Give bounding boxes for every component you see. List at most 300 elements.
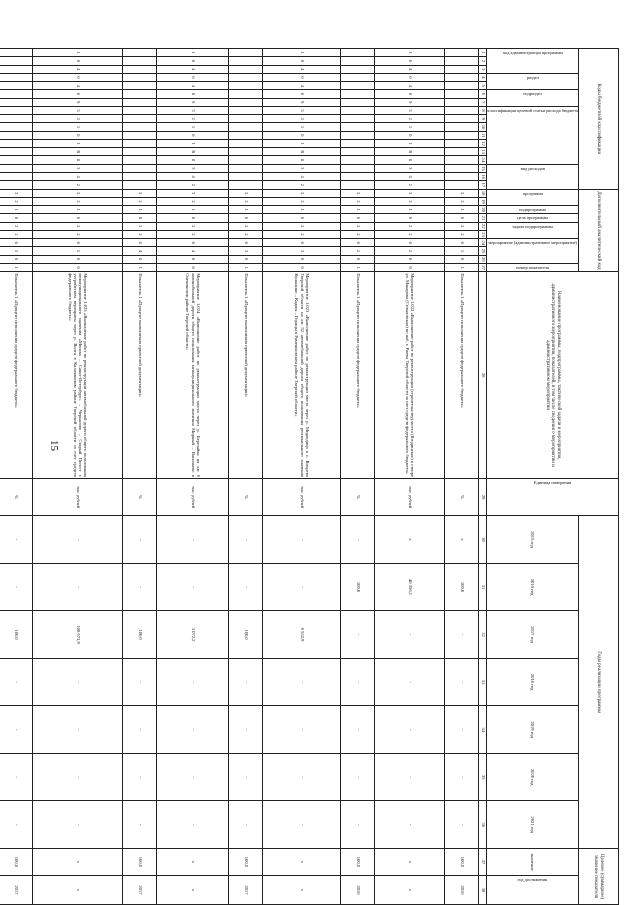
column-number: 11 [480, 133, 486, 138]
value-2016-cell: 48 356,1 [375, 563, 445, 611]
code-cell: 0 [157, 131, 229, 139]
table-row [341, 49, 375, 905]
code-cell [341, 164, 375, 172]
unit-cell: % [341, 479, 375, 516]
code-cell [445, 98, 479, 106]
column-number: 31 [479, 563, 487, 611]
code-cell [0, 164, 33, 172]
final-year-cell: 2017 [229, 875, 263, 904]
value-2017-cell: - [445, 611, 479, 659]
code-cell [123, 82, 157, 90]
value-2021-cell: - [445, 801, 479, 849]
subhdr-target-article: классификация целевой статьи расхода бюджета [487, 106, 579, 164]
column-number: 9 [479, 115, 487, 123]
subhdr-section: раздел [487, 73, 579, 90]
code-cell: 0 [157, 73, 229, 81]
code-cell: 3 [123, 189, 157, 197]
code-cell: 1 [33, 49, 123, 57]
column-number: 16 [480, 174, 486, 179]
code-cell: 4 [157, 65, 229, 73]
code-cell: 0 [157, 57, 229, 65]
final-year-cell: х [33, 875, 123, 904]
program-table-rotated [13, 48, 619, 905]
value-2017-cell: 3 072,2 [157, 611, 229, 659]
column-number: 6 [479, 90, 487, 98]
code-cell: R [33, 148, 123, 156]
code-cell: 9 [375, 98, 445, 106]
code-cell: 3 [375, 106, 445, 114]
code-cell [445, 156, 479, 164]
code-cell: 0 [0, 214, 33, 222]
value-2017-cell: 100,0 [229, 611, 263, 659]
code-cell [123, 90, 157, 98]
code-cell [341, 57, 375, 65]
final-value-cell: 100,0 [229, 848, 263, 875]
code-cell: 1 [157, 123, 229, 131]
code-cell [0, 139, 33, 147]
code-cell [341, 115, 375, 123]
column-number: 27 [480, 265, 486, 270]
code-cell [0, 123, 33, 131]
code-cell: 4 [375, 65, 445, 73]
value-2020-cell: - [123, 753, 157, 801]
code-cell: 0 [263, 214, 341, 222]
code-cell [341, 123, 375, 131]
column-number: 28 [479, 272, 487, 479]
column-number: 30 [479, 516, 487, 564]
code-cell [341, 156, 375, 164]
value-2016-cell: 100,0 [445, 563, 479, 611]
final-value-cell: 100,0 [0, 848, 33, 875]
value-2021-cell: - [123, 801, 157, 849]
value-2015-cell: - [33, 516, 123, 564]
code-cell [445, 131, 479, 139]
code-cell: 3 [33, 106, 123, 114]
code-cell [445, 148, 479, 156]
value-2020-cell: - [263, 753, 341, 801]
value-2020-cell: - [375, 753, 445, 801]
code-cell: 3 [33, 189, 123, 197]
program-table [0, 48, 619, 905]
code-cell: 2 [157, 230, 229, 238]
code-cell: 0 [157, 255, 229, 263]
code-cell: 2 [0, 222, 33, 230]
code-cell [445, 73, 479, 81]
value-2017-cell: - [341, 611, 375, 659]
subhdr-task: задача подпрограммы [487, 222, 579, 239]
column-number: 34 [479, 706, 487, 754]
column-number: 35 [479, 753, 487, 801]
code-cell: 0 [375, 214, 445, 222]
code-cell: 2 [33, 181, 123, 189]
code-cell: 0 [445, 239, 479, 247]
code-cell: 2 [341, 230, 375, 238]
final-year-cell: х [157, 875, 229, 904]
code-cell: 1 [123, 206, 157, 214]
code-cell [445, 139, 479, 147]
value-2021-cell: - [33, 801, 123, 849]
unit-cell: тыс. рублей [263, 479, 341, 516]
value-2019-cell: - [341, 706, 375, 754]
code-cell [229, 139, 263, 147]
code-cell: 0 [263, 57, 341, 65]
code-cell [229, 98, 263, 106]
code-cell [229, 90, 263, 98]
code-cell: 1 [445, 263, 479, 271]
subhdr-subsection: подраздел [487, 90, 579, 107]
column-number: 2 [479, 57, 487, 65]
value-2017-cell: 100,0 [123, 611, 157, 659]
value-2020-cell: - [445, 753, 479, 801]
value-2019-cell: - [445, 706, 479, 754]
value-2016-cell: - [157, 563, 229, 611]
code-cell [123, 172, 157, 180]
code-cell: 1 [445, 206, 479, 214]
code-cell: 1 [0, 206, 33, 214]
final-year-cell: х [263, 875, 341, 904]
code-cell: 0 [157, 263, 229, 271]
code-cell: 0 [123, 214, 157, 222]
unit-cell: тыс. рублей [33, 479, 123, 516]
value-2019-cell: - [33, 706, 123, 754]
code-cell [0, 98, 33, 106]
code-cell: 2 [33, 230, 123, 238]
code-cell: 4 [263, 82, 341, 90]
column-number: 24 [480, 240, 486, 246]
code-cell: 1 [157, 49, 229, 57]
row-name-cell: Показатель 1 «Процент исполнения средств федерального бюджета» [341, 272, 375, 479]
code-cell: 2 [229, 230, 263, 238]
code-cell [445, 65, 479, 73]
code-cell: 4 [33, 82, 123, 90]
column-number: 26 [480, 256, 486, 262]
code-cell [123, 164, 157, 172]
code-cell [229, 156, 263, 164]
column-number: 29 [479, 479, 487, 516]
code-cell: 2 [33, 115, 123, 123]
code-cell [0, 65, 33, 73]
unit-cell: % [123, 479, 157, 516]
code-cell [341, 181, 375, 189]
code-cell: 2 [157, 222, 229, 230]
year-2016-header: 2016 год [487, 563, 579, 611]
value-2015-cell: х [445, 516, 479, 564]
value-2020-cell: - [0, 753, 33, 801]
column-numbers-row [479, 49, 487, 905]
value-2016-cell: - [0, 563, 33, 611]
code-cell [123, 73, 157, 81]
code-cell: 9 [263, 98, 341, 106]
column-number: 22 [480, 223, 486, 229]
code-cell: 0 [33, 263, 123, 271]
code-cell: 2 [33, 222, 123, 230]
code-cell: 4 [123, 247, 157, 255]
subhdr-admin: код администратора программы [487, 49, 579, 74]
code-cell: 4 [157, 172, 229, 180]
code-cell [341, 98, 375, 106]
row-name-cell: Мероприятие 1.024 «Выполнение работ по реконструкции моста через р. Березайка на км 6 автомобильной дороги общего пользования межмуниципального значения Мирный – Васильево в Оленинском районе Тверской области» [157, 272, 229, 479]
code-cell [123, 65, 157, 73]
code-cell: 0 [157, 214, 229, 222]
code-cell: 0 [341, 239, 375, 247]
code-cell [445, 57, 479, 65]
code-cell: 2 [263, 222, 341, 230]
subhdr-program: программа [487, 189, 579, 206]
row-name-cell: Показатель 1 «Процент исполнения средств федерального бюджета» [445, 272, 479, 479]
code-cell: 3 [263, 106, 341, 114]
unit-cell: % [229, 479, 263, 516]
code-cell: 1 [263, 123, 341, 131]
code-cell: 0 [33, 255, 123, 263]
column-number: 23 [480, 232, 486, 237]
code-cell: 0 [33, 214, 123, 222]
value-2018-cell: - [0, 658, 33, 706]
code-cell [341, 90, 375, 98]
code-cell: 0 [33, 57, 123, 65]
table-body [0, 49, 479, 905]
year-2018-header: 2018 год [487, 658, 579, 706]
code-cell [341, 106, 375, 114]
code-cell [229, 181, 263, 189]
code-cell [445, 106, 479, 114]
value-2018-cell: - [375, 658, 445, 706]
code-cell: 2 [0, 197, 33, 205]
code-cell: 0 [445, 214, 479, 222]
final-value-cell: х [263, 848, 341, 875]
code-cell [229, 123, 263, 131]
code-cell: 0 [263, 90, 341, 98]
code-cell [0, 172, 33, 180]
code-cell [0, 156, 33, 164]
analytic-code-header: Дополнительный аналитический код [579, 189, 619, 272]
code-cell [445, 164, 479, 172]
subhdr-indicator-no: номер показателя [487, 263, 579, 271]
value-2021-cell: - [341, 801, 375, 849]
value-2018-cell: - [229, 658, 263, 706]
code-cell: 1 [33, 206, 123, 214]
column-number: 13 [480, 149, 486, 155]
value-2019-cell: - [229, 706, 263, 754]
code-cell: 3 [0, 189, 33, 197]
table-row [375, 49, 445, 905]
value-2015-cell: - [0, 516, 33, 564]
code-cell: 2 [157, 181, 229, 189]
code-cell: 3 [157, 189, 229, 197]
code-cell [123, 148, 157, 156]
column-number: 4 [479, 73, 487, 81]
unit-cell: тыс. рублей [157, 479, 229, 516]
code-cell [341, 49, 375, 57]
code-cell: 0 [263, 73, 341, 81]
code-cell: 5 [33, 247, 123, 255]
column-number: 38 [479, 875, 487, 904]
code-cell: 2 [33, 197, 123, 205]
value-2017-cell: 6 532,9 [263, 611, 341, 659]
code-cell [229, 106, 263, 114]
code-cell: 2 [123, 197, 157, 205]
code-cell: 3 [263, 189, 341, 197]
value-2016-cell: - [263, 563, 341, 611]
code-cell: 0 [263, 156, 341, 164]
code-cell [341, 172, 375, 180]
column-number: 36 [479, 801, 487, 849]
code-cell: 3 [33, 164, 123, 172]
value-2016-cell: 100,0 [341, 563, 375, 611]
subhdr-subprogram: подпрограмма [487, 206, 579, 214]
code-cell [229, 115, 263, 123]
value-2016-cell: - [123, 563, 157, 611]
code-cell [0, 82, 33, 90]
code-cell [0, 115, 33, 123]
subhdr-activity: мероприятие (административное мероприятие) [487, 239, 579, 264]
final-year-subheader: год достижения [487, 875, 579, 904]
code-cell: 2 [263, 181, 341, 189]
code-cell: 0 [375, 73, 445, 81]
final-value-cell: 100,0 [123, 848, 157, 875]
code-cell: R [263, 148, 341, 156]
code-cell: 1 [157, 139, 229, 147]
code-cell [123, 98, 157, 106]
code-cell: 0 [341, 255, 375, 263]
code-cell: 2 [0, 230, 33, 238]
code-cell: 1 [123, 263, 157, 271]
value-2017-cell: - [375, 611, 445, 659]
code-cell [229, 57, 263, 65]
code-cell: 1 [263, 49, 341, 57]
value-2019-cell: - [375, 706, 445, 754]
code-cell: 2 [341, 197, 375, 205]
code-cell: 1 [263, 206, 341, 214]
code-cell: 1 [263, 139, 341, 147]
table-row [157, 49, 229, 905]
code-cell: 3 [263, 247, 341, 255]
code-cell: 3 [229, 247, 263, 255]
code-cell: 1 [157, 206, 229, 214]
final-value-cell: 100,0 [445, 848, 479, 875]
code-cell [0, 131, 33, 139]
column-number: 14 [480, 157, 486, 163]
final-year-cell: 2017 [0, 875, 33, 904]
code-cell: 3 [375, 164, 445, 172]
code-cell: 0 [123, 239, 157, 247]
code-cell [0, 49, 33, 57]
code-cell: 0 [375, 239, 445, 247]
code-cell [0, 90, 33, 98]
value-2021-cell: - [375, 801, 445, 849]
final-value-cell: х [157, 848, 229, 875]
unit-cell: тыс. рублей [375, 479, 445, 516]
code-cell: 0 [123, 255, 157, 263]
code-cell [445, 82, 479, 90]
code-cell [229, 49, 263, 57]
code-cell: 2 [263, 115, 341, 123]
code-cell: 4 [375, 82, 445, 90]
code-cell: 0 [33, 131, 123, 139]
code-cell: 0 [0, 255, 33, 263]
column-number: 19 [480, 199, 486, 204]
code-cell: 3 [375, 189, 445, 197]
unit-cell: % [0, 479, 33, 516]
value-2020-cell: - [341, 753, 375, 801]
value-2016-cell: - [33, 563, 123, 611]
code-cell: 2 [263, 230, 341, 238]
value-2018-cell: - [157, 658, 229, 706]
code-cell [341, 82, 375, 90]
code-cell: 2 [445, 197, 479, 205]
value-2015-cell: - [263, 516, 341, 564]
column-number: 17 [480, 182, 486, 188]
table-row [229, 49, 263, 905]
code-cell: 1 [375, 206, 445, 214]
code-cell [341, 139, 375, 147]
code-cell [123, 49, 157, 57]
code-cell: 1 [375, 123, 445, 131]
value-2015-cell: - [123, 516, 157, 564]
code-cell: 0 [229, 214, 263, 222]
code-cell [341, 131, 375, 139]
code-cell: 2 [445, 222, 479, 230]
years-header: Годы реализации программы [579, 516, 619, 849]
code-cell: 2 [229, 197, 263, 205]
code-cell [123, 156, 157, 164]
code-cell: 2 [229, 222, 263, 230]
code-cell: 1 [229, 206, 263, 214]
code-cell: 0 [33, 156, 123, 164]
code-cell [445, 49, 479, 57]
code-cell [341, 65, 375, 73]
year-2019-header: 2019 год [487, 706, 579, 754]
code-cell: 0 [445, 255, 479, 263]
code-cell: 3 [263, 164, 341, 172]
row-name-cell: Показатель 1 «Процент выполнения проектной документации» [123, 272, 157, 479]
code-cell [229, 73, 263, 81]
value-2015-cell: - [157, 516, 229, 564]
code-cell: 0 [229, 239, 263, 247]
column-number: 32 [479, 611, 487, 659]
value-2018-cell: - [263, 658, 341, 706]
code-cell [0, 106, 33, 114]
code-cell: 0 [263, 263, 341, 271]
row-name-cell: Показатель 1 «Процент выполнения проектной документации» [229, 272, 263, 479]
final-year-cell: х [375, 875, 445, 904]
column-number: 21 [480, 215, 486, 221]
code-cell: 0 [157, 156, 229, 164]
subhdr-expense-type: вид расходов [487, 164, 579, 189]
code-cell [445, 123, 479, 131]
code-cell: 1 [33, 139, 123, 147]
code-cell [123, 115, 157, 123]
code-cell: 2 [375, 115, 445, 123]
code-cell: 2 [157, 197, 229, 205]
code-cell [341, 73, 375, 81]
value-2018-cell: - [123, 658, 157, 706]
subhdr-goal: цель программы [487, 214, 579, 222]
table-row [0, 49, 33, 905]
code-cell [123, 57, 157, 65]
value-2018-cell: - [445, 658, 479, 706]
year-2017-header: 2017 год [487, 611, 579, 659]
code-cell: 0 [375, 90, 445, 98]
code-cell [0, 181, 33, 189]
column-number: 10 [480, 124, 486, 130]
code-cell [445, 90, 479, 98]
code-cell: 2 [375, 222, 445, 230]
code-cell: 0 [375, 57, 445, 65]
code-cell [0, 73, 33, 81]
final-value-subheader: значение [487, 848, 579, 875]
value-2021-cell: - [229, 801, 263, 849]
code-cell: 3 [157, 106, 229, 114]
